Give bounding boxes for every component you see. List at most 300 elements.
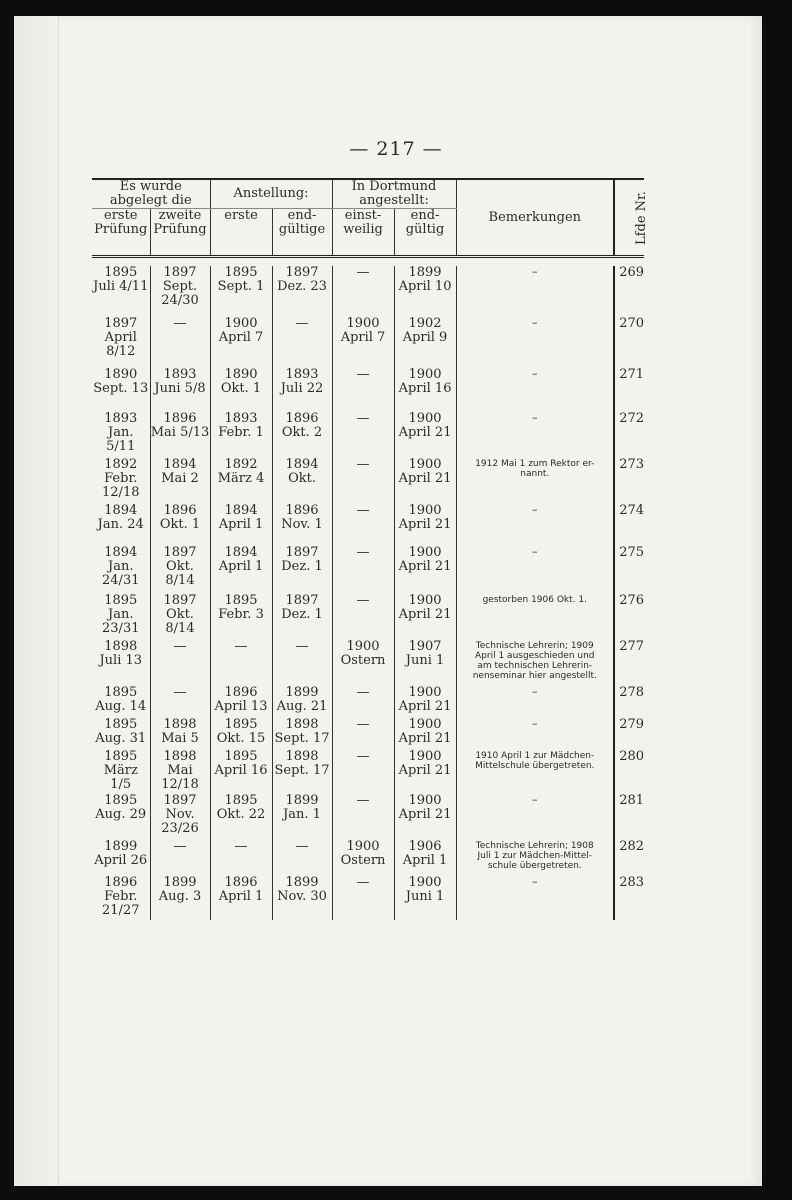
cell-text: 1893 <box>285 367 319 382</box>
cell-zweite-pruefung <box>150 368 210 412</box>
cell-dortmund-einstweilig <box>332 504 394 546</box>
table-row <box>92 876 644 920</box>
cell-text: Aug. 14 <box>95 699 147 714</box>
cell-erste-pruefung <box>92 876 150 920</box>
cell-text: April 21 <box>398 699 452 714</box>
cell-text: Jan. 5/11 <box>106 425 136 454</box>
cell-text: 24/31 <box>102 573 140 588</box>
cell-text: Juli 13 <box>99 653 143 668</box>
table-row <box>92 504 644 546</box>
cell-text: März 1/5 <box>103 763 138 792</box>
cell-text: 8/14 <box>165 621 195 636</box>
cell-anstellung-erste <box>210 794 272 840</box>
cell-erste-pruefung <box>92 686 150 718</box>
cell-text: 24/30 <box>161 293 199 308</box>
cell-text: Febr. <box>104 471 138 486</box>
table-row <box>92 266 644 317</box>
header-erste-pruefung: erste Prüfung <box>94 208 148 237</box>
cell-lfde-nr: 273 <box>619 457 645 472</box>
cell-text: 1900 <box>408 685 442 700</box>
cell-dortmund-einstweilig <box>332 640 394 686</box>
cell-text: 1900 <box>408 457 442 472</box>
cell-anstellung-endgueltig <box>272 686 332 718</box>
cell-lfde-nr: 276 <box>619 593 645 608</box>
cell-text: 1899 <box>104 839 138 854</box>
cell-erste-pruefung <box>92 458 150 504</box>
cell-text: — <box>356 503 370 518</box>
cell-zweite-pruefung <box>150 412 210 458</box>
cell-anstellung-erste <box>210 458 272 504</box>
cell-anstellung-endgueltig <box>272 594 332 640</box>
cell-text: 1912 Mai 1 zum Rektor er- <box>475 459 595 469</box>
cell-dortmund-einstweilig <box>332 594 394 640</box>
cell-anstellung-erste <box>210 266 272 317</box>
cell-text: Febr. 3 <box>218 607 264 622</box>
header-einstweilig: einst-weilig <box>332 209 394 257</box>
cell-text: Mai <box>167 763 193 778</box>
cell-text: 1895 <box>104 265 138 280</box>
cell-bemerkungen <box>456 458 614 504</box>
cell-erste-pruefung <box>92 546 150 594</box>
cell-dortmund-endgueltig <box>394 794 456 840</box>
cell-text: – <box>532 316 538 329</box>
cell-text: Febr. 1 <box>218 425 264 440</box>
cell-text: — <box>356 717 370 732</box>
cell-bemerkungen <box>456 640 614 686</box>
cell-lfde-nr: 280 <box>619 749 645 764</box>
cell-zweite-pruefung <box>150 686 210 718</box>
cell-erste-pruefung <box>92 750 150 794</box>
cell-text: Juli 22 <box>280 381 324 396</box>
register-body <box>92 266 644 920</box>
cell-dortmund-endgueltig <box>394 458 456 504</box>
cell-text: April 1 <box>218 889 264 904</box>
cell-text: — <box>173 839 187 854</box>
cell-dortmund-endgueltig <box>394 368 456 412</box>
cell-text: — <box>173 685 187 700</box>
cell-text: 8/12 <box>106 344 136 359</box>
cell-bemerkungen <box>456 317 614 368</box>
cell-text: – <box>532 265 538 278</box>
cell-lfde-nr: 269 <box>619 265 645 280</box>
cell-text: 1892 <box>104 457 138 472</box>
cell-zweite-pruefung <box>150 317 210 368</box>
cell-text: schule übergetreten. <box>487 861 582 871</box>
cell-anstellung-erste <box>210 840 272 876</box>
cell-dortmund-endgueltig <box>394 840 456 876</box>
teacher-register-table <box>92 178 649 920</box>
cell-bemerkungen <box>456 794 614 840</box>
header-anstellung-group: Anstellung: <box>210 179 332 209</box>
cell-text: 21/27 <box>102 903 140 918</box>
cell-text: Juni 1 <box>405 889 445 904</box>
cell-text: 1897 <box>163 593 197 608</box>
cell-lfde-nr: 271 <box>619 367 645 382</box>
cell-bemerkungen <box>456 840 614 876</box>
cell-anstellung-erste <box>210 317 272 368</box>
cell-text: Aug. 29 <box>95 807 147 822</box>
cell-text: April 1 <box>402 853 448 868</box>
cell-text: April 21 <box>398 425 452 440</box>
cell-text: 1899 <box>408 265 442 280</box>
cell-text: Juni 5/8 <box>154 381 206 396</box>
cell-text: 1898 <box>163 749 197 764</box>
cell-erste-pruefung <box>92 266 150 317</box>
cell-text: Okt. 1 <box>220 381 262 396</box>
cell-text: Juni 1 <box>405 653 445 668</box>
cell-text: Ostern <box>340 853 386 868</box>
cell-anstellung-endgueltig <box>272 840 332 876</box>
cell-anstellung-erste <box>210 640 272 686</box>
cell-text: 1900 <box>408 593 442 608</box>
cell-zweite-pruefung <box>150 750 210 794</box>
table-row <box>92 686 644 718</box>
cell-text: 1896 <box>285 503 319 518</box>
cell-text: Mittelschule übergetreten. <box>475 761 595 771</box>
cell-bemerkungen <box>456 504 614 546</box>
cell-lfde-nr: 274 <box>619 503 645 518</box>
cell-text: April 9 <box>402 330 448 345</box>
cell-text: Sept. 13 <box>93 381 149 396</box>
cell-anstellung-endgueltig <box>272 876 332 920</box>
cell-text: 1906 <box>408 839 442 854</box>
cell-text: April 16 <box>214 763 268 778</box>
cell-erste-pruefung <box>92 368 150 412</box>
cell-text: 1892 <box>224 457 258 472</box>
cell-text: – <box>532 545 538 558</box>
cell-text: Aug. 31 <box>95 731 147 746</box>
cell-lfde-nr: 283 <box>619 875 645 890</box>
cell-dortmund-einstweilig <box>332 794 394 840</box>
cell-text: April <box>104 330 137 345</box>
page-number: — 217 — <box>349 138 443 160</box>
cell-text: 1897 <box>163 265 197 280</box>
facing-page-edge <box>14 16 59 1186</box>
cell-text: 1900 <box>408 503 442 518</box>
cell-text: 1900 <box>408 367 442 382</box>
cell-text: — <box>173 639 187 654</box>
cell-text: Okt. <box>288 471 316 486</box>
cell-text: Dez. 1 <box>281 607 323 622</box>
cell-text: Dez. 1 <box>281 559 323 574</box>
cell-bemerkungen <box>456 546 614 594</box>
cell-text: 1894 <box>285 457 319 472</box>
table-row <box>92 794 644 840</box>
cell-lfde-nr: 272 <box>619 411 645 426</box>
cell-text: — <box>356 593 370 608</box>
cell-anstellung-endgueltig <box>272 317 332 368</box>
cell-text: Sept. <box>162 279 198 294</box>
cell-bemerkungen <box>456 594 614 640</box>
cell-lfde-nr: 281 <box>619 793 645 808</box>
cell-dortmund-einstweilig <box>332 368 394 412</box>
cell-dortmund-einstweilig <box>332 412 394 458</box>
cell-text: Okt. 2 <box>281 425 323 440</box>
cell-text: Nov. <box>165 807 195 822</box>
header-anstellung-erste: erste <box>210 209 272 257</box>
cell-text: — <box>356 749 370 764</box>
cell-dortmund-einstweilig <box>332 458 394 504</box>
cell-anstellung-erste <box>210 686 272 718</box>
cell-text: — <box>295 839 309 854</box>
cell-text: – <box>532 503 538 516</box>
cell-text: Febr. <box>104 889 138 904</box>
cell-bemerkungen <box>456 750 614 794</box>
cell-erste-pruefung <box>92 317 150 368</box>
cell-zweite-pruefung <box>150 594 210 640</box>
cell-text: 1899 <box>163 875 197 890</box>
cell-text: 8/14 <box>165 573 195 588</box>
cell-bemerkungen <box>456 718 614 750</box>
cell-text: 1895 <box>104 717 138 732</box>
cell-text: 1896 <box>224 685 258 700</box>
cell-erste-pruefung <box>92 640 150 686</box>
cell-text: 1894 <box>224 503 258 518</box>
cell-anstellung-endgueltig <box>272 640 332 686</box>
cell-bemerkungen <box>456 412 614 458</box>
cell-text: — <box>356 367 370 382</box>
cell-erste-pruefung <box>92 412 150 458</box>
header-zweite-pruefung: zweite Prüfung <box>150 209 210 257</box>
cell-text: April 1 <box>218 517 264 532</box>
cell-dortmund-einstweilig <box>332 686 394 718</box>
cell-dortmund-endgueltig <box>394 266 456 317</box>
cell-text: — <box>356 545 370 560</box>
cell-text: 1910 April 1 zur Mädchen- <box>475 751 595 761</box>
cell-bemerkungen <box>456 368 614 412</box>
cell-text: 1897 <box>163 545 197 560</box>
cell-anstellung-erste <box>210 718 272 750</box>
cell-text: Technische Lehrerin; 1909 <box>475 641 594 651</box>
cell-text: 1897 <box>285 265 319 280</box>
cell-dortmund-einstweilig <box>332 718 394 750</box>
cell-text: Sept. 1 <box>217 279 265 294</box>
cell-anstellung-erste <box>210 594 272 640</box>
cell-zweite-pruefung <box>150 458 210 504</box>
cell-lfde-nr: 278 <box>619 685 645 700</box>
cell-zweite-pruefung <box>150 504 210 546</box>
cell-text: 1900 <box>346 639 380 654</box>
cell-text: — <box>295 316 309 331</box>
cell-text: Okt. 22 <box>216 807 266 822</box>
cell-text: April 10 <box>398 279 452 294</box>
cell-text: Mai 5 <box>161 731 199 746</box>
table-row <box>92 412 644 458</box>
cell-bemerkungen <box>456 266 614 317</box>
cell-text: 1897 <box>285 593 319 608</box>
cell-text: 1900 <box>408 717 442 732</box>
cell-erste-pruefung <box>92 718 150 750</box>
cell-text: 1900 <box>346 839 380 854</box>
cell-text: 1898 <box>104 639 138 654</box>
cell-dortmund-endgueltig <box>394 594 456 640</box>
cell-text: – <box>532 685 538 698</box>
cell-dortmund-endgueltig <box>394 876 456 920</box>
cell-dortmund-einstweilig <box>332 750 394 794</box>
cell-text: 1900 <box>408 875 442 890</box>
table-row <box>92 317 644 368</box>
cell-text: 1893 <box>163 367 197 382</box>
cell-text: 1890 <box>224 367 258 382</box>
cell-text: 1895 <box>224 265 258 280</box>
cell-text: Okt. 15 <box>216 731 266 746</box>
cell-text: Jan. <box>108 559 134 574</box>
cell-text: Nov. 1 <box>281 517 323 532</box>
header-endgueltig: end-gültig <box>394 209 456 257</box>
cell-text: April 21 <box>398 517 452 532</box>
cell-text: April 26 <box>94 853 148 868</box>
table-row <box>92 718 644 750</box>
cell-text: April 1 ausgeschieden und <box>475 651 595 661</box>
cell-text: Aug. 3 <box>158 889 202 904</box>
cell-text: 1897 <box>163 793 197 808</box>
cell-anstellung-erste <box>210 368 272 412</box>
cell-anstellung-erste <box>210 412 272 458</box>
cell-text: 1898 <box>285 717 319 732</box>
cell-zweite-pruefung <box>150 266 210 317</box>
cell-text: April 21 <box>398 607 452 622</box>
cell-text: 1900 <box>346 316 380 331</box>
cell-text: 1890 <box>104 367 138 382</box>
cell-text: 1896 <box>163 503 197 518</box>
cell-anstellung-erste <box>210 876 272 920</box>
cell-zweite-pruefung <box>150 794 210 840</box>
cell-text: 1894 <box>104 545 138 560</box>
header-lfde-nr: Lfde Nr. <box>614 179 644 257</box>
cell-text: — <box>356 793 370 808</box>
cell-text: 1902 <box>408 316 442 331</box>
cell-text: Okt. <box>166 559 194 574</box>
cell-anstellung-endgueltig <box>272 718 332 750</box>
cell-text: April 21 <box>398 559 452 574</box>
cell-text: April 16 <box>398 381 452 396</box>
cell-text: 1900 <box>408 749 442 764</box>
cell-dortmund-endgueltig <box>394 640 456 686</box>
cell-text: 1898 <box>163 717 197 732</box>
cell-text: 1895 <box>224 593 258 608</box>
cell-text: Nov. 30 <box>277 889 327 904</box>
cell-text: April 13 <box>214 699 268 714</box>
cell-anstellung-endgueltig <box>272 266 332 317</box>
cell-anstellung-erste <box>210 750 272 794</box>
cell-text: 1896 <box>104 875 138 890</box>
cell-zweite-pruefung <box>150 546 210 594</box>
table-row <box>92 594 644 640</box>
cell-text: Jan. 24 <box>97 517 144 532</box>
cell-anstellung-endgueltig <box>272 794 332 840</box>
cell-text: — <box>234 639 248 654</box>
cell-bemerkungen <box>456 876 614 920</box>
cell-text: — <box>295 639 309 654</box>
cell-text: 1893 <box>104 411 138 426</box>
cell-text: 1900 <box>224 316 258 331</box>
cell-text: — <box>234 839 248 854</box>
table-row <box>92 458 644 504</box>
cell-anstellung-endgueltig <box>272 412 332 458</box>
cell-text: Ostern <box>340 653 386 668</box>
cell-text: — <box>356 685 370 700</box>
header-pruefung-group: Es wurde abgelegt die <box>92 179 210 209</box>
cell-dortmund-einstweilig <box>332 840 394 876</box>
cell-text: 1895 <box>104 793 138 808</box>
header-anstellung-endgueltige: end-gültige <box>272 209 332 257</box>
cell-text: 1899 <box>285 685 319 700</box>
cell-text: Juli 4/11 <box>93 279 149 294</box>
cell-erste-pruefung <box>92 840 150 876</box>
cell-dortmund-endgueltig <box>394 718 456 750</box>
cell-text: 12/18 <box>102 485 140 500</box>
cell-zweite-pruefung <box>150 718 210 750</box>
cell-text: April 21 <box>398 807 452 822</box>
table-row <box>92 640 644 686</box>
cell-dortmund-endgueltig <box>394 504 456 546</box>
cell-text: 1894 <box>224 545 258 560</box>
cell-text: Mai 2 <box>161 471 199 486</box>
cell-zweite-pruefung <box>150 840 210 876</box>
cell-text: – <box>532 367 538 380</box>
cell-text: April 21 <box>398 731 452 746</box>
cell-text: 1893 <box>224 411 258 426</box>
cell-text: am technischen Lehrerin- <box>477 661 593 671</box>
cell-anstellung-endgueltig <box>272 458 332 504</box>
cell-text: Sept. 17 <box>274 731 330 746</box>
cell-text: April 21 <box>398 763 452 778</box>
cell-zweite-pruefung <box>150 640 210 686</box>
cell-text: 23/26 <box>161 821 199 836</box>
cell-text: 1900 <box>408 411 442 426</box>
cell-lfde-nr: 282 <box>619 839 645 854</box>
cell-text: 1895 <box>104 593 138 608</box>
cell-text: 1899 <box>285 793 319 808</box>
cell-lfde-nr: 279 <box>619 717 645 732</box>
cell-dortmund-einstweilig <box>332 317 394 368</box>
cell-text: – <box>532 793 538 806</box>
cell-dortmund-endgueltig <box>394 686 456 718</box>
cell-text: — <box>356 457 370 472</box>
cell-text: 1899 <box>285 875 319 890</box>
cell-anstellung-erste <box>210 546 272 594</box>
cell-text: – <box>532 717 538 730</box>
cell-text: Sept. 17 <box>274 763 330 778</box>
cell-text: nannt. <box>520 469 550 479</box>
cell-text: — <box>173 316 187 331</box>
cell-lfde-nr: 277 <box>619 639 645 654</box>
cell-text: April 1 <box>218 559 264 574</box>
table-row <box>92 546 644 594</box>
cell-text: Jan. <box>108 607 134 622</box>
cell-text: nenseminar hier angestellt. <box>472 671 597 681</box>
cell-dortmund-einstweilig <box>332 266 394 317</box>
cell-text: 1895 <box>104 685 138 700</box>
cell-text: Juli 1 zur Mädchen-Mittel- <box>477 851 593 861</box>
cell-text: April 7 <box>218 330 264 345</box>
cell-text: 1895 <box>224 749 258 764</box>
cell-dortmund-endgueltig <box>394 750 456 794</box>
cell-text: 1907 <box>408 639 442 654</box>
cell-anstellung-endgueltig <box>272 750 332 794</box>
cell-erste-pruefung <box>92 794 150 840</box>
cell-text: März 4 <box>217 471 265 486</box>
cell-text: Mai 5/13 <box>150 425 210 440</box>
cell-text: Okt. <box>166 607 194 622</box>
cell-erste-pruefung <box>92 594 150 640</box>
cell-erste-pruefung <box>92 504 150 546</box>
cell-text: 23/31 <box>102 621 140 636</box>
cell-text: 1896 <box>224 875 258 890</box>
header-bemerkungen: Bemerkungen <box>456 179 614 257</box>
cell-text: 1898 <box>285 749 319 764</box>
cell-lfde-nr: 270 <box>619 316 645 331</box>
